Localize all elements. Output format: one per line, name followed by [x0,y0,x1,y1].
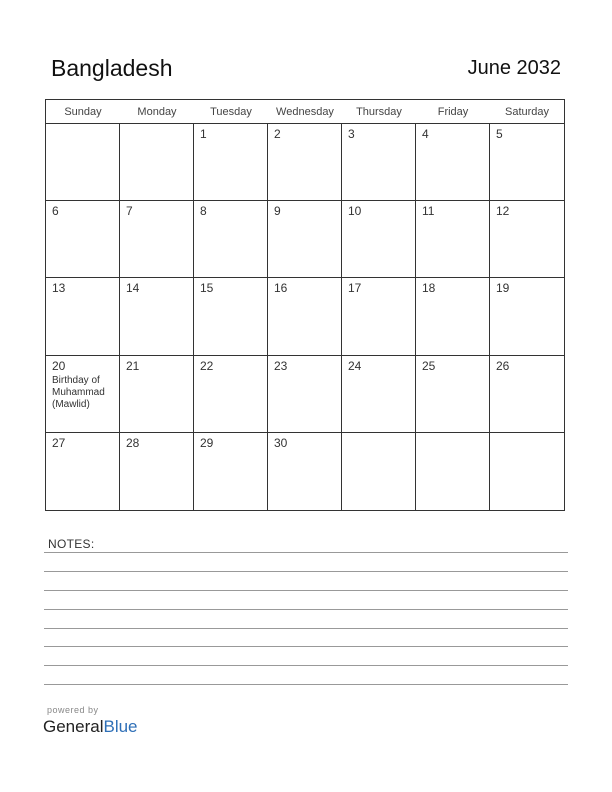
note-line [44,684,568,685]
day-cell [120,433,194,510]
day-cell [46,433,120,510]
day-number: 7 [126,204,133,219]
day-cell [46,356,120,433]
day-cell [342,124,416,201]
day-cell [416,278,490,355]
day-number: 5 [496,127,503,141]
note-line [44,609,568,610]
day-cell [194,124,268,201]
day-number: 2 [274,127,281,141]
country-title: Bangladesh [51,55,173,81]
day-number: 11 [422,204,435,219]
day-cell [194,433,268,510]
day-cell [268,201,342,278]
day-number: 25 [422,358,436,373]
weekday-header: Tuesday [194,100,268,124]
day-cell [46,201,120,278]
weekday-header: Sunday [46,100,120,124]
weekday-header: Monday [120,100,194,124]
day-number: 14 [126,281,140,296]
day-number: 9 [274,204,281,219]
weekday-header: Wednesday [268,100,342,124]
day-number: 23 [274,358,288,373]
day-cell [46,124,120,201]
day-cell [120,356,194,433]
day-number: 13 [52,281,66,296]
note-line [44,552,568,553]
day-number: 29 [200,435,214,450]
day-cell [490,356,564,433]
day-cell [194,278,268,355]
powered-by-text: powered by [47,705,99,715]
weekday-header: Friday [416,100,490,124]
day-cell [416,356,490,433]
day-number: 22 [200,358,214,373]
day-number: 27 [52,435,66,450]
day-number: 18 [422,281,436,296]
day-cell [490,201,564,278]
day-number: 1 [200,127,207,141]
day-number: 28 [126,435,140,450]
day-number: 24 [348,358,362,373]
day-number: 4 [422,127,429,141]
day-cell [490,433,564,510]
day-number: 3 [348,127,355,141]
note-line [44,628,568,629]
day-number: 30 [274,435,288,450]
day-cell [46,278,120,355]
weekday-header: Thursday [342,100,416,124]
day-cell [342,356,416,433]
calendar-grid [45,99,565,511]
weekday-header: Saturday [490,100,564,124]
month-title: June 2032 [467,57,561,79]
day-number: 21 [126,358,140,373]
day-number: 26 [496,358,510,373]
day-cell [194,201,268,278]
notes-label: NOTES: [48,537,95,551]
day-cell [120,278,194,355]
day-cell [416,433,490,510]
brand-logo [43,717,138,737]
day-number: 15 [200,281,214,296]
day-cell [342,201,416,278]
brand-blue: Blue [103,717,138,736]
day-number: 20 [52,358,66,373]
day-cell [490,278,564,355]
day-number: 6 [52,204,59,219]
note-line [44,665,568,666]
day-cell [268,278,342,355]
day-cell [268,356,342,433]
note-line [44,590,568,591]
day-cell [416,201,490,278]
day-number: 8 [200,204,207,219]
brand-general: General [43,717,104,736]
day-number: 12 [496,204,510,219]
day-number: 19 [496,281,510,296]
day-cell [120,124,194,201]
day-cell [268,433,342,510]
day-number: 17 [348,281,362,296]
day-cell [490,124,564,201]
day-number: 10 [348,204,362,219]
day-cell [416,124,490,201]
note-line [44,571,568,572]
day-cell [120,201,194,278]
holiday-label: Birthday of Muhammad (Mawlid) [52,374,105,410]
day-number: 16 [274,281,288,296]
day-cell [342,433,416,510]
day-cell [268,124,342,201]
note-line [44,646,568,647]
day-cell [342,278,416,355]
day-cell [194,356,268,433]
